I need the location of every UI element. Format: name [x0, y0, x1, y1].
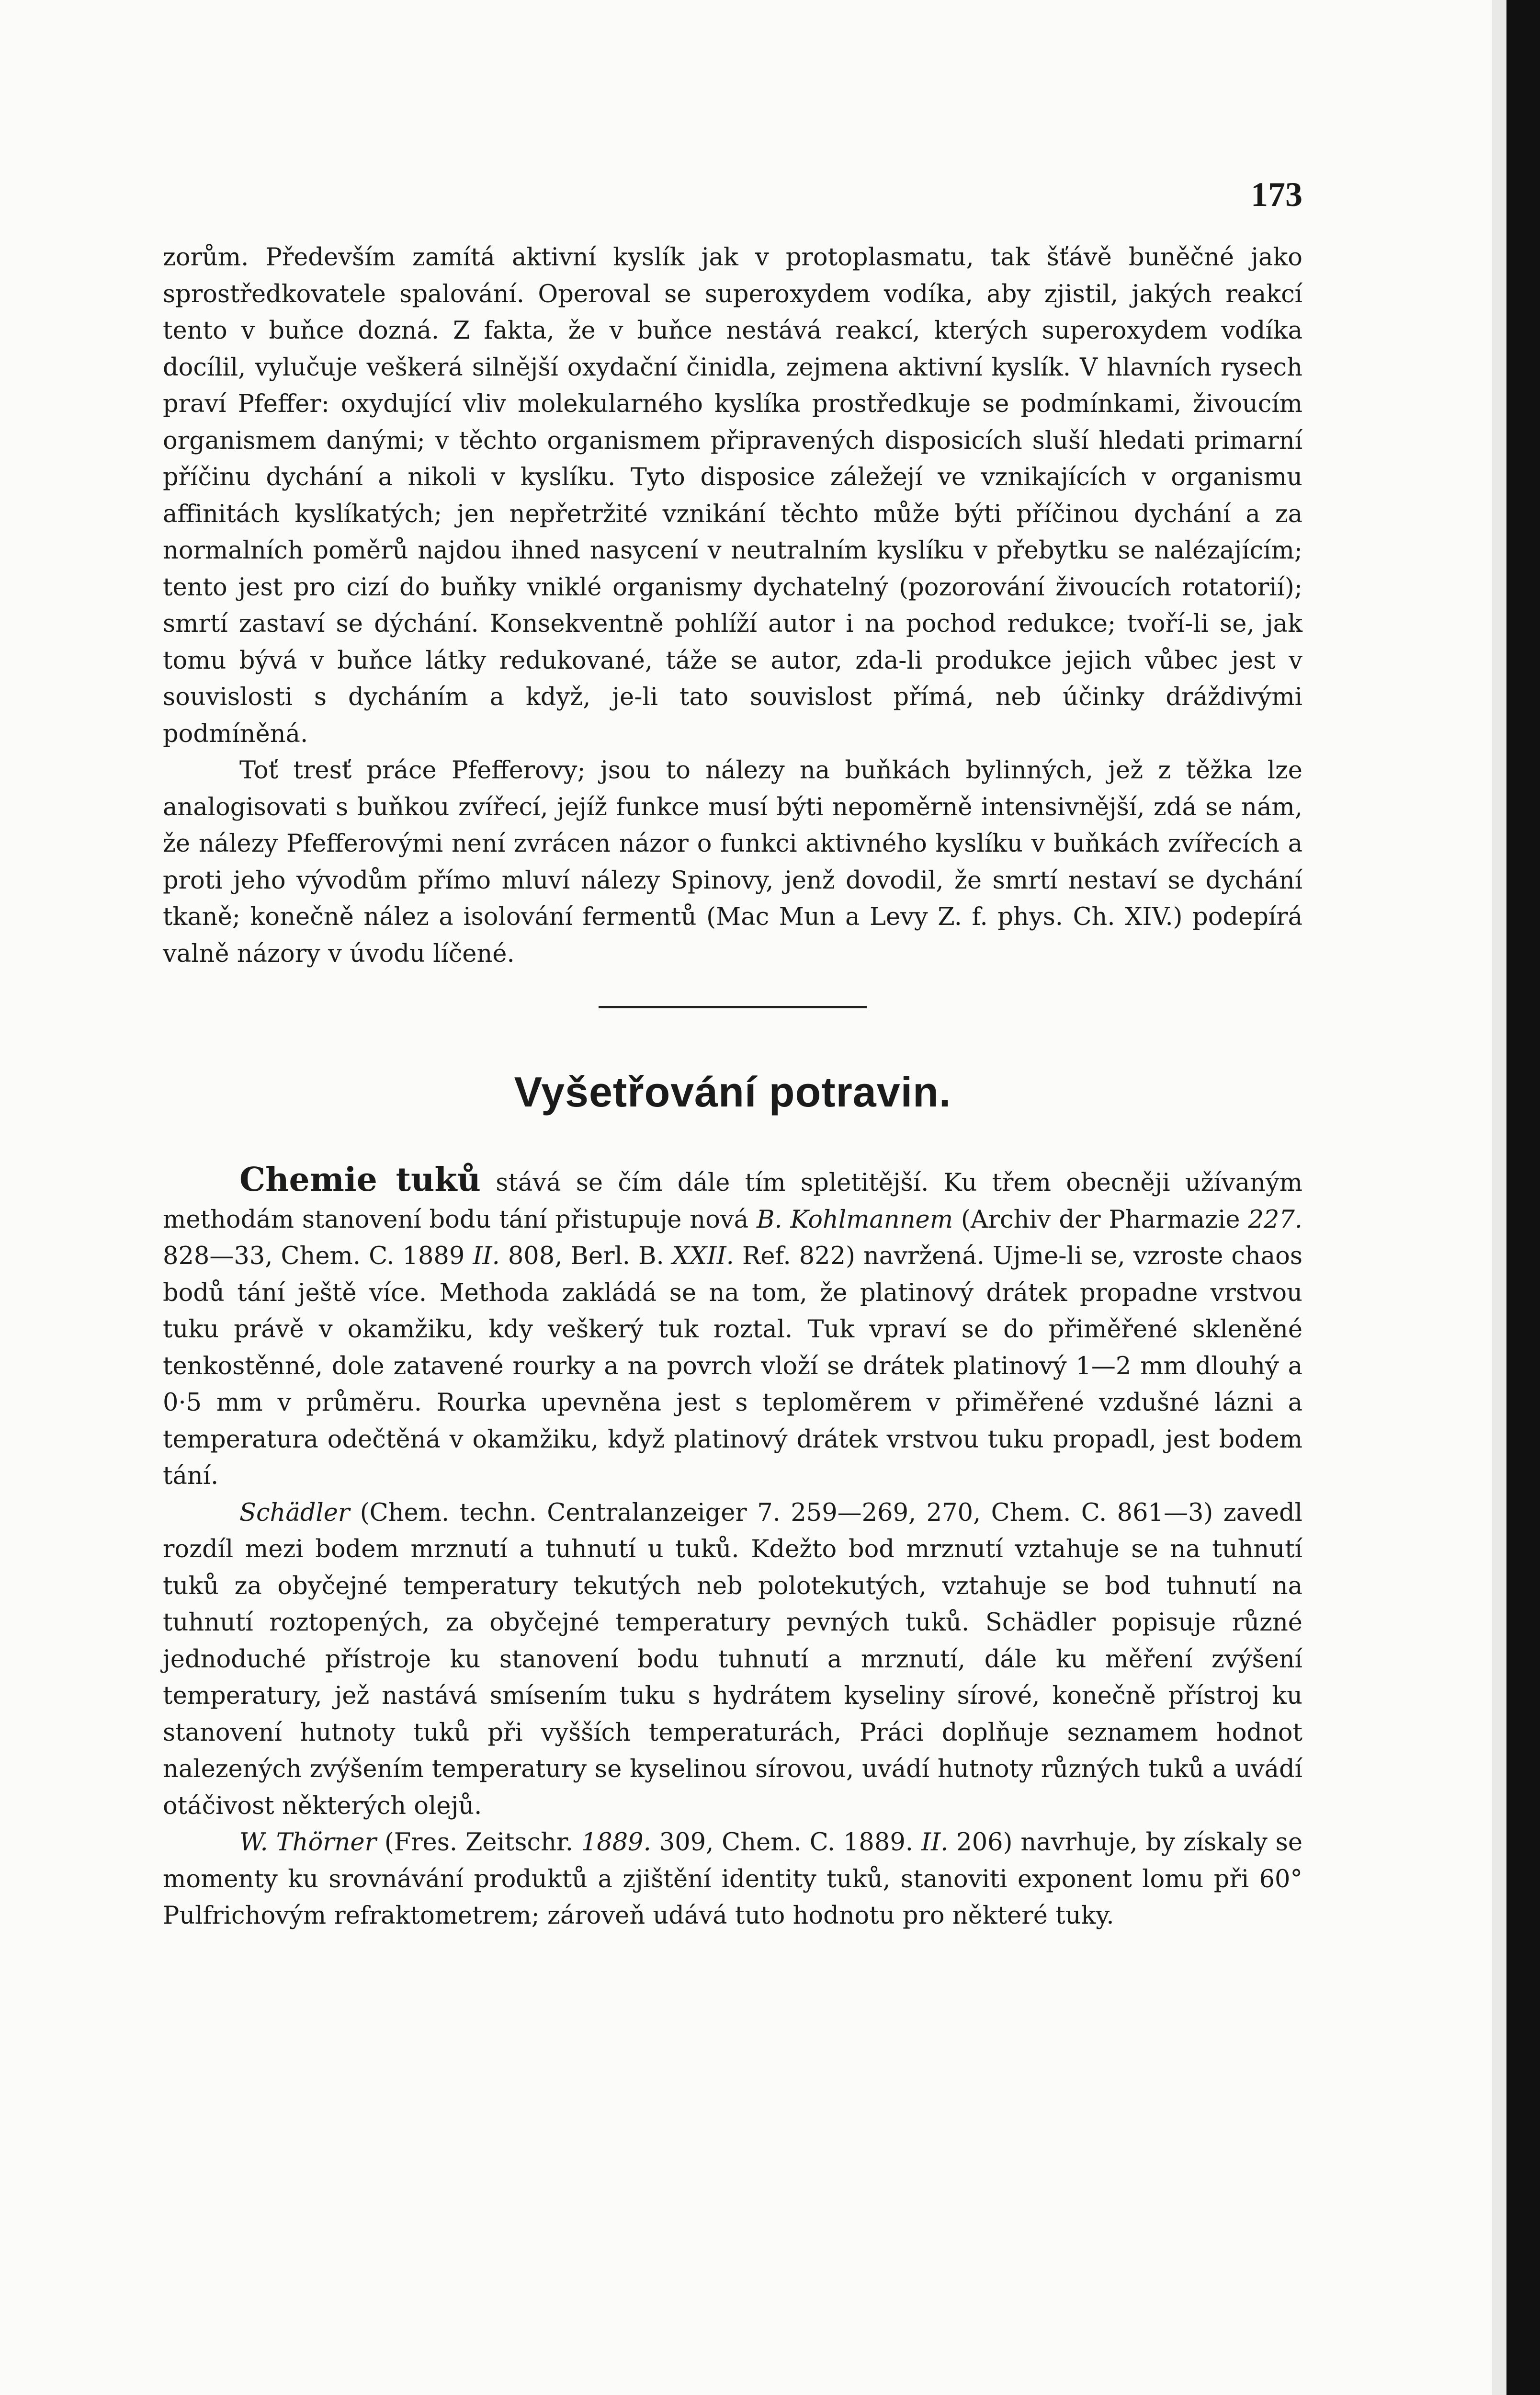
paragraph-schadler: Schädler (Chem. techn. Centralanzeiger 7. 259—269, 270, Chem. C. 861—3) zavedl rozdíl mezi bodem mrznutí a tuhnutí u tuků. Kdežto bod mrznutí vztahuje se na tuhnutí tuků za obyčejné temperatury tekutých neb polotekutých, vztahuje se bod tuhnutí na tuhnutí roztopených, za obyčejné temperatury pevných tuků. Schädler popisuje různé jednoduché přístroje ku stanovení bodu tuhnutí a mrznutí, dále ku měření zvýšení temperatury, jež nastává smísením tuku s hydrátem kyseliny sírové, konečně přístroj ku stanovení hutnoty tuků při vyšších temperaturách, Práci doplňuje seznamem hodnot nalezených zvýšením temperatury se kyselinou sírovou, uvádí hutnoty různých tuků a uvádí otáčivost některých olejů.: [163, 1498, 1302, 1820]
author-name: Schädler: [239, 1498, 350, 1527]
paragraph-pfeffer-critique: Toť tresť práce Pfefferovy; jsou to nálezy na buňkách bylinných, jež z těžka lze analogisovati s buňkou zvířecí, jejíž funkce musí býti nepoměrně intensivnější, zdá se nám, že nálezy Pfefferovými není zvrácen názor o funkci aktivného kyslíku v buňkách zvířecích a proti jeho vývodům přímo mluví nálezy Spinovy, jenž dovodil, že smrtí nestaví se dychání tkaně; konečně nález a isolování fermentů (Mac Mun a Levy Z. f. phys. Ch. XIV.) podepírá valně názory v úvodu líčené.: [163, 756, 1302, 968]
lead-term: Chemie tuků: [239, 1161, 481, 1199]
section-heading: Vyšetřování potravin.: [514, 1068, 951, 1116]
author-name: B. Kohlmannem: [756, 1205, 953, 1234]
paragraph-kohlmann: Chemie tuků stává se čím dále tím spletitější. Ku třem obecněji užívaným methodám stanovení bodu tání přistupuje nová B. Kohlmannem (Archiv der Pharmazie 227. 828—33, Chem. C. 1889 II. 808, Berl. B. XXII. Ref. 822) navržená. Ujme-li se, vzroste chaos bodů tání ještě více. Methoda zakládá se na tom, že platinový drátek propadne vrstvou tuku právě v okamžiku, kdy veškerý tuk roztal. Tuk vpraví se do přiměřené skleněné tenkostěnné, dole zatavené rourky a na povrch vloží se drátek platinový 1—2 mm dlouhý a 0·5 mm v průměru. Rourka upevněna jest s teploměrem v přiměřené vzdušné lázni a temperatura odečtěná v okamžiku, když platinový drátek vrstvou tuku propadl, jest bodem tání.: [163, 1161, 1303, 1490]
section-divider: [599, 1006, 867, 1008]
page-edge-shadow: [1492, 0, 1506, 2395]
paragraph-thorner: W. Thörner (Fres. Zeitschr. 1889. 309, Chem. C. 1889. II. 206) navrhuje, by získaly se momenty ku srovnávání produktů a zjištění identity tuků, stanoviti exponent lomu při 60° Pulfrichovým refraktometrem; zároveň udává tuto hodnotu pro některé tuky.: [163, 1828, 1303, 1930]
scan-border: [1506, 0, 1540, 2395]
author-name: W. Thörner: [239, 1828, 376, 1857]
paragraph-pfeffer-summary: zorům. Především zamítá aktivní kyslík jak v protoplasmatu, tak šťávě buněčné jako sprostředkovatele spalování. Operoval se superoxydem vodíka, aby zjistil, jakých reakcí tento v buňce dozná. Z fakta, že v buňce nestává reakcí, kterých superoxydem vodíka docílil, vylučuje veškerá silnější oxydační činidla, zejmena aktivní kyslík. V hlavních rysech praví Pfeffer: oxydující vliv molekularného kyslíka prostředkuje se podmínkami, živoucím organismem danými; v těchto organismem připravených disposicích sluší hledati primarní příčinu dychání a nikoli v kyslíku. Tyto disposice záležejí ve vznikajících v organismu affinitách kyslíkatých; jen nepřetržité vznikání těchto může býti příčinou dychání a za normalních poměrů najdou ihned nasycení v neutralním kyslíku v přebytku se nalézajícím; tento jest pro cizí do buňky vniklé organismy dychatelný (pozorování živoucích rotatorií); smrtí zastaví se dýchání. Konsekventně pohlíží autor i na pochod redukce; tvoří-li se, jak tomu bývá v buňce látky redukované, táže se autor, zda-li produkce jejich vůbec jest v souvislosti s dycháním a když, je-li tato souvislost přímá, neb účinky dráždivými podmíněná.: [163, 243, 1302, 748]
page-number: 173: [1251, 175, 1302, 214]
body-text: [163, 240, 1302, 1935]
